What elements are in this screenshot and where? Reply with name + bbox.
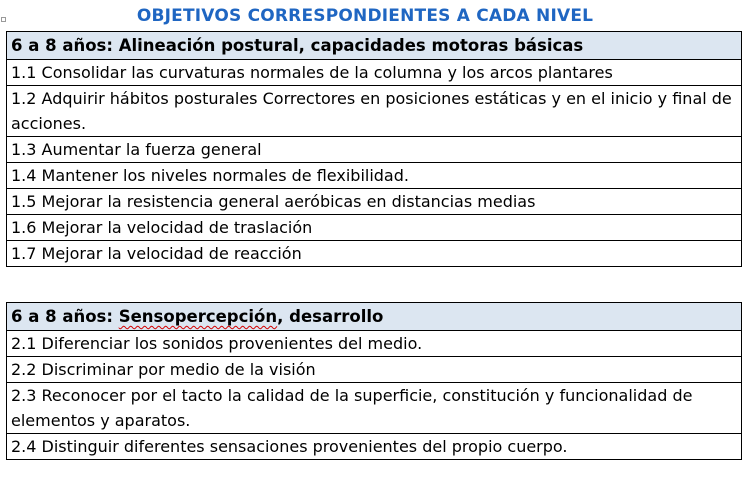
objective-cell: 1.3 Aumentar la fuerza general <box>7 137 742 163</box>
objective-cell: 1.6 Mejorar la velocidad de traslación <box>7 215 742 241</box>
table-row <box>7 86 742 137</box>
objective-cell: 2.2 Discriminar por medio de la visión <box>7 357 742 383</box>
page-title: OBJETIVOS CORRESPONDIENTES A CADA NIVEL <box>136 6 594 26</box>
table-header-cell <box>7 303 742 331</box>
table-row <box>7 241 742 267</box>
table-row <box>7 357 742 383</box>
objective-cell: 2.1 Diferenciar los sonidos provenientes del medio. <box>7 331 742 357</box>
objective-cell: 1.2 Adquirir hábitos posturales Correctores en posiciones estáticas y en el inicio y final de acciones. <box>7 86 742 137</box>
table-row <box>7 434 742 460</box>
table-row <box>7 331 742 357</box>
table-header-row <box>7 32 742 60</box>
table-row <box>7 163 742 189</box>
objective-cell: 1.5 Mejorar la resistencia general aeróbicas en distancias medias <box>7 189 742 215</box>
header-prefix-text: 6 a 8 años: <box>11 307 119 326</box>
objective-cell: 2.4 Distinguir diferentes sensaciones provenientes del propio cuerpo. <box>7 434 742 460</box>
objective-cell: 1.1 Consolidar las curvaturas normales de la columna y los arcos plantares <box>7 60 742 86</box>
table-row <box>7 215 742 241</box>
objectives-table-level-1 <box>6 31 742 267</box>
table-row <box>7 137 742 163</box>
table-row <box>7 383 742 434</box>
objective-cell: 1.4 Mantener los niveles normales de flexibilidad. <box>7 163 742 189</box>
table-row <box>7 189 742 215</box>
header-suffix-text: , desarrollo <box>277 307 384 326</box>
spellcheck-flagged-word: Sensopercepción <box>118 307 278 326</box>
table-row <box>7 60 742 86</box>
objective-cell: 2.3 Reconocer por el tacto la calidad de la superficie, constitución y funcionalidad de elementos y aparatos. <box>7 383 742 434</box>
objective-cell: 1.7 Mejorar la velocidad de reacción <box>7 241 742 267</box>
table-header-cell: 6 a 8 años: Alineación postural, capacidades motoras básicas <box>7 32 742 60</box>
table-header-row <box>7 303 742 331</box>
objectives-table-level-2 <box>6 302 742 460</box>
